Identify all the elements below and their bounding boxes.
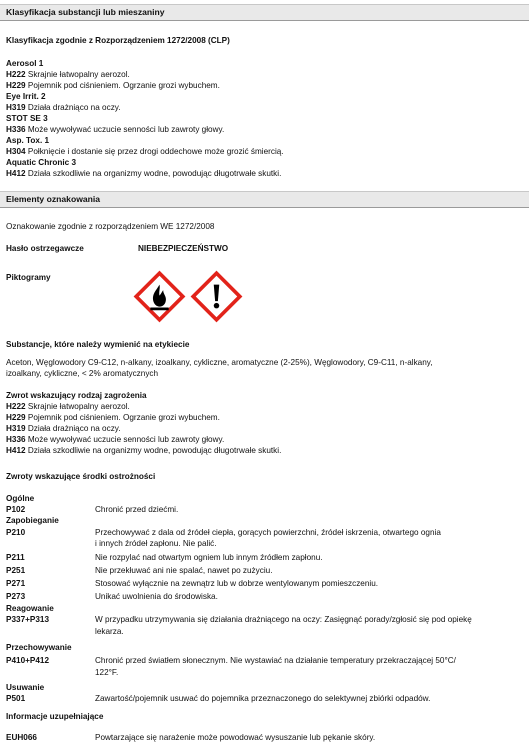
hazard-h412: H412 Działa szkodliwie na organizmy wodne, powodując długotrwałe skutki. [6, 446, 282, 455]
hazard-title: Zwrot wskazujący rodzaj zagrożenia [6, 391, 147, 400]
p271-text: Stosować wyłącznie na zewnątrz lub w dobrze wentylowanym pomieszczeniu. [95, 579, 379, 588]
flame-icon [132, 269, 187, 324]
p251-code: P251 [6, 566, 26, 575]
pictograms-label: Piktogramy [6, 273, 51, 282]
hazard-h229: H229 Pojemnik pod ciśnieniem. Ogrzanie grozi wybuchem. [6, 413, 220, 422]
class-h412: H412 Działa szkodliwie na organizmy wodne, powodując długotrwałe skutki. [6, 169, 282, 178]
euh066-code: EUH066 [6, 733, 37, 742]
precaution-title: Zwroty wskazujące środki ostrożności [6, 472, 156, 481]
signal-word-label: Hasło ostrzegawcze [6, 244, 84, 253]
euh066-text: Powtarzające się narażenie może powodować wysuszanie lub pękanie skóry. [95, 733, 376, 742]
class-h319: H319 Działa drażniąco na oczy. [6, 103, 121, 112]
classification-header: Klasyfikacja substancji lub mieszaniny [0, 4, 529, 21]
p271-code: P271 [6, 579, 26, 588]
p211-text: Nie rozpylać nad otwartym ogniem lub innym źródłem zapłonu. [95, 553, 323, 562]
class-h222: H222 Skrajnie łatwopalny aerozol. [6, 70, 130, 79]
class-h229: H229 Pojemnik pod ciśnieniem. Ogrzanie grozi wybuchem. [6, 81, 220, 90]
class-h304: H304 Połknięcie i dostanie się przez drogi oddechowe może grozić śmiercią. [6, 147, 284, 156]
p273-text: Unikać uwolnienia do środowiska. [95, 592, 218, 601]
p251-text: Nie przekłuwać ani nie spalać, nawet po zużyciu. [95, 566, 273, 575]
classification-subtitle: Klasyfikacja zgodnie z Rozporządzeniem 1272/2008 (CLP) [6, 36, 230, 45]
substances-title: Substancje, które należy wymienić na etykiecie [6, 340, 190, 349]
p501-code: P501 [6, 694, 26, 703]
p337-text-2: lekarza. [95, 627, 124, 636]
category-response: Reagowanie [6, 604, 54, 613]
class-aquatic: Aquatic Chronic 3 [6, 158, 77, 167]
p273-code: P273 [6, 592, 26, 601]
p210-text-2: i innych źródeł zapłonu. Nie palić. [95, 539, 217, 548]
class-stot: STOT SE 3 [6, 114, 48, 123]
p210-text-1: Przechowywać z dala od źródeł ciepła, gorących powierzchni, źródeł iskrzenia, otwartego ognia [95, 528, 441, 537]
category-disposal: Usuwanie [6, 683, 45, 692]
class-asp-tox: Asp. Tox. 1 [6, 136, 50, 145]
class-eye-irrit: Eye Irrit. 2 [6, 92, 46, 101]
p410-code: P410+P412 [6, 656, 50, 665]
p102-code: P102 [6, 505, 26, 514]
labelling-header: Elementy oznakowania [0, 191, 529, 208]
p210-code: P210 [6, 528, 26, 537]
p211-code: P211 [6, 553, 25, 562]
p410-text-2: 122°F. [95, 668, 119, 677]
supplementary-title: Informacje uzupełniające [6, 712, 104, 721]
p410-text-1: Chronić przed światłem słonecznym. Nie wystawiać na działanie temperatury przekraczającej 50°C/ [95, 656, 456, 665]
p337-code: P337+P313 [6, 615, 50, 624]
p102-text: Chronić przed dziećmi. [95, 505, 179, 514]
p337-text-1: W przypadku utrzymywania się działania drażniącego na oczy: Zasięgnąć porady/zgłosić się pod opiekę [95, 615, 472, 624]
hazard-h336: H336 Może wywoływać uczucie senności lub zawroty głowy. [6, 435, 225, 444]
signal-word-value: NIEBEZPIECZEŃSTWO [138, 244, 229, 253]
class-aerosol: Aerosol 1 [6, 59, 44, 68]
hazard-h319: H319 Działa drażniąco na oczy. [6, 424, 121, 433]
substances-line-1: Aceton, Węglowodory C9-C12, n-alkany, izoalkany, cykliczne, aromatyczne (2-25%), Węglowodory, C9-C11, n-alkany, [6, 358, 433, 367]
substances-line-2: izoalkany, cykliczne, < 2% aromatycznych [6, 369, 159, 378]
class-h336: H336 Może wywoływać uczucie senności lub zawroty głowy. [6, 125, 225, 134]
category-storage: Przechowywanie [6, 643, 72, 652]
hazard-h222: H222 Skrajnie łatwopalny aerozol. [6, 402, 130, 411]
exclamation-icon [189, 269, 244, 324]
p501-text: Zawartość/pojemnik usuwać do pojemnika przeznaczonego do selektywnej zbiórki odpadów. [95, 694, 431, 703]
category-prevention: Zapobieganie [6, 516, 59, 525]
labelling-regulation: Oznakowanie zgodnie z rozporządzeniem WE 1272/2008 [6, 222, 215, 231]
category-general: Ogólne [6, 494, 35, 503]
